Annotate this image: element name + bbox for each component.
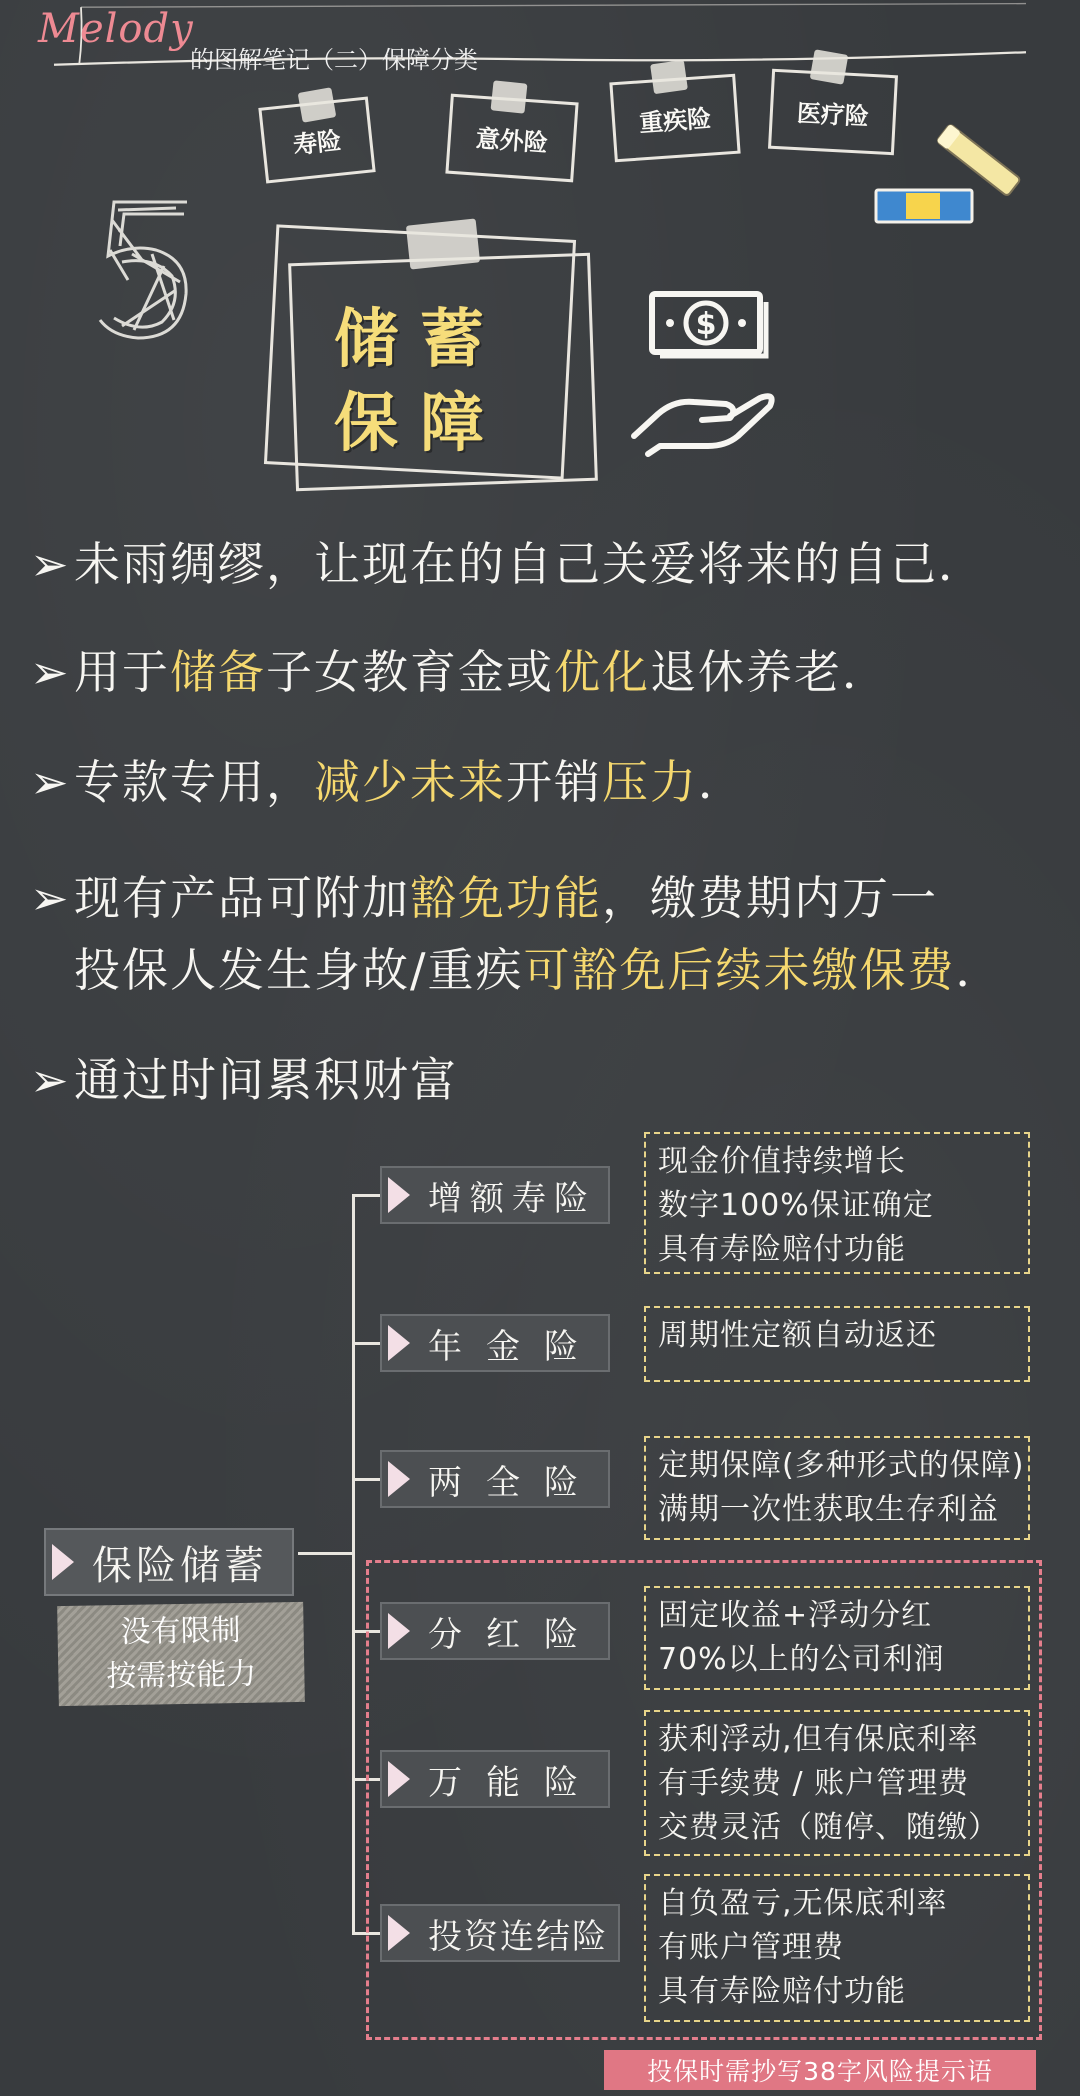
bullet-5	[30, 1044, 458, 1110]
money-symbol: $	[695, 307, 717, 342]
connector-line	[352, 1342, 382, 1345]
connector-line	[352, 1194, 382, 1197]
header-title: 的图解笔记（二）保障分类	[190, 46, 478, 74]
branch-label: 投资连结险	[428, 1916, 608, 1957]
root-note-line: 没有限制	[120, 1612, 241, 1651]
note-label: 医疗险	[796, 98, 870, 131]
bullet-2-highlight: 储备	[170, 645, 266, 699]
branch-description	[644, 1132, 1030, 1274]
branch-increasing-life	[380, 1166, 610, 1224]
bullet-2-text: 用于	[74, 645, 170, 699]
branch-participating	[380, 1602, 610, 1660]
bullet-4-highlight: 可豁免后续未缴保费	[523, 943, 956, 997]
bullet-1	[30, 528, 986, 594]
note-label: 寿险	[291, 126, 343, 159]
description-line: 有手续费 / 账户管理费	[658, 1766, 970, 1801]
chalk-eraser-icon	[872, 124, 1022, 234]
tag-arrow-icon	[388, 1177, 410, 1213]
tape-decoration	[298, 87, 337, 122]
bullet-3-highlight: 减少未来	[314, 755, 506, 809]
root-node-label: 保险储蓄	[92, 1542, 268, 1589]
tag-arrow-icon	[388, 1461, 410, 1497]
arrow-bullet-icon: ➢	[30, 645, 71, 699]
section-title-line1: 储蓄	[334, 303, 506, 377]
note-label: 意外险	[474, 124, 549, 157]
tape-decoration	[810, 49, 849, 84]
branch-annuity	[380, 1314, 610, 1372]
brand-logo: Melody	[38, 6, 194, 52]
tag-arrow-icon	[388, 1761, 410, 1797]
branch-label: 年金险	[428, 1326, 602, 1367]
branch-label: 分红险	[428, 1614, 602, 1655]
bullet-4-text: 投保人发生身故/重疾	[74, 943, 524, 997]
description-line: 定期保障(多种形式的保障)	[658, 1448, 1025, 1483]
bullet-1-text: 未雨绸缪，让现在的自己关爱将来的自己．	[74, 537, 986, 591]
branch-label: 万能险	[428, 1762, 602, 1803]
tape-decoration	[491, 80, 528, 113]
bullet-3-text: 开销	[506, 755, 602, 809]
root-note	[57, 1602, 305, 1706]
description-line: 固定收益+浮动分红	[658, 1598, 933, 1633]
bullet-2-text: 子女教育金或	[266, 645, 554, 699]
description-line: 满期一次性获取生存利益	[658, 1492, 999, 1527]
tape-decoration	[650, 60, 688, 94]
description-line: 获利浮动,但有保底利率	[658, 1722, 979, 1757]
description-line: 交费灵活（随停、随缴）	[658, 1810, 999, 1845]
description-line: 自负盈亏,无保底利率	[658, 1886, 948, 1921]
bullet-2-highlight: 优化	[554, 645, 650, 699]
bullet-3-text: 专款专用，	[74, 755, 314, 809]
bullet-4-continued	[74, 934, 1004, 1000]
tag-arrow-icon	[52, 1544, 74, 1580]
description-line: 70%以上的公司利润	[658, 1642, 945, 1677]
bullet-5-text: 通过时间累积财富	[74, 1053, 458, 1107]
section-number-text: 5	[92, 175, 103, 194]
section-number	[92, 175, 202, 350]
bullet-4-text: ．	[955, 943, 1004, 997]
description-line: 周期性定额自动返还	[658, 1318, 937, 1353]
description-line: 有账户管理费	[658, 1930, 844, 1965]
description-line: 现金价值持续增长	[658, 1144, 906, 1179]
description-line: 具有寿险赔付功能	[658, 1974, 906, 2009]
branch-description	[644, 1874, 1030, 2022]
arrow-bullet-icon: ➢	[30, 537, 71, 591]
bullet-4-text: 现有产品可附加	[74, 871, 410, 925]
bullet-3-highlight: 压力	[602, 755, 698, 809]
branch-label: 两全险	[428, 1462, 602, 1503]
bullet-2	[30, 636, 890, 702]
description-line: 数字100%保证确定	[658, 1188, 934, 1223]
bullet-4-text: ，缴费期内万一	[602, 871, 938, 925]
tag-arrow-icon	[388, 1325, 410, 1361]
connector-line	[298, 1552, 354, 1555]
section-title-line2: 保障	[334, 387, 506, 461]
arrow-bullet-icon: ➢	[30, 755, 71, 809]
bullet-3	[30, 746, 746, 812]
root-note-line: 按需按能力	[106, 1656, 257, 1695]
tag-arrow-icon	[388, 1613, 410, 1649]
bullet-4-highlight: 豁免功能	[410, 871, 602, 925]
tag-arrow-icon	[388, 1915, 410, 1951]
description-line: 具有寿险赔付功能	[658, 1232, 906, 1267]
branch-description	[644, 1436, 1030, 1540]
root-node	[44, 1528, 294, 1596]
bullet-3-text: ．	[698, 755, 746, 809]
connector-line	[352, 1478, 382, 1481]
arrow-bullet-icon: ➢	[30, 871, 71, 925]
tape-decoration	[406, 218, 480, 269]
branch-description	[644, 1306, 1030, 1382]
branch-label: 增额寿险	[428, 1178, 596, 1219]
bullet-4	[30, 862, 938, 928]
risk-warning-badge: 投保时需抄写38字风险提示语	[604, 2050, 1036, 2090]
connector-line	[352, 1194, 355, 1934]
branch-investment-linked	[380, 1904, 620, 1962]
bullet-2-text: 退休养老．	[650, 645, 890, 699]
branch-description	[644, 1586, 1030, 1690]
branch-universal	[380, 1750, 610, 1808]
branch-endowment	[380, 1450, 610, 1508]
branch-description	[644, 1710, 1030, 1856]
note-label: 重疾险	[638, 104, 713, 137]
arrow-bullet-icon: ➢	[30, 1053, 71, 1107]
money-hand-icon	[630, 286, 780, 456]
